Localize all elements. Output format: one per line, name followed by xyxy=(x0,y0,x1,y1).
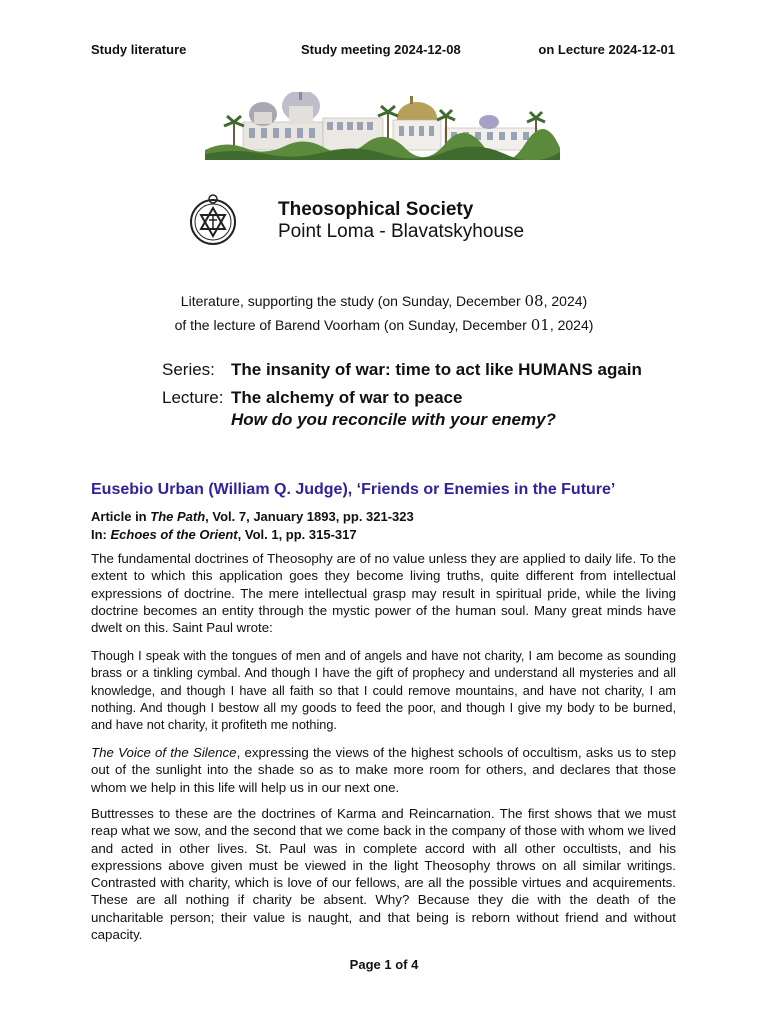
page-number: Page 1 of 4 xyxy=(349,957,419,972)
paragraph-1: The fundamental doctrines of Theosophy are of no value unless they are applied to daily life. To the extent to which this application goes they become living truths, quite different from intellectual expressions of doctrine. The mere intellectual grasp may result in spiritual pride, while the living doctrine becomes an entity through the mystic power of the human soul. Many great minds have dwelt on this. Saint Paul wrote: xyxy=(91,551,676,636)
organization-name: Theosophical Society xyxy=(278,199,474,220)
header-left: Study literature xyxy=(91,42,187,57)
intro-line-1: Literature, supporting the study (on Sunday, December 08, 2024) xyxy=(180,292,588,310)
series-title: The insanity of war: time to act like HUMANS again xyxy=(231,360,642,379)
intro-line-2: of the lecture of Barend Voorham (on Sunday, December 01, 2024) xyxy=(174,316,594,334)
theosophical-society-emblem-icon xyxy=(188,194,238,246)
lecture-row xyxy=(162,388,463,408)
article-source-line-2: In: Echoes of the Orient, Vol. 1, pp. 315-317 xyxy=(91,527,357,542)
blavatskyhouse-building-illustration xyxy=(205,92,560,160)
series-label: Series: xyxy=(162,360,215,379)
lecture-label: Lecture: xyxy=(162,388,224,407)
article-heading: Eusebio Urban (William Q. Judge), ‘Friends or Enemies in the Future’ xyxy=(91,481,616,498)
organization-subtitle: Point Loma - Blavatskyhouse xyxy=(278,221,525,242)
lecture-title: The alchemy of war to peace xyxy=(231,388,463,407)
series-row xyxy=(162,360,642,380)
paragraph-4: Buttresses to these are the doctrines of Karma and Reincarnation. The first shows that we must reap what we sow, and the second that we come back in the company of those with whom we lived and acted in other lives. St. Paul was in complete accord with all other occultists, and his expressions above given must be viewed in the light Theosophy throws on all similar writings. Contrasted with charity, which is love of our fellows, are all the possible virtues and acquirements. These are all nothing if charity be absent. Why? Because they die with the death of the uncharitable person; their value is naught, and that being is reborn without friend and without capacity. xyxy=(91,806,676,943)
article-source-line-1: Article in The Path, Vol. 7, January 1893, pp. 321-323 xyxy=(91,509,414,524)
quote-paragraph: Though I speak with the tongues of men and of angels and have not charity, I am become as sounding brass or a tinkling cymbal. And though I have the gift of prophecy and understand all mysteries and all knowledge, and though I have all faith so that I could remove mountains, and have not charity, I am nothing. And though I bestow all my goods to feed the poor, and though I give my body to be burned, and have not charity, it profiteth me nothing. xyxy=(91,649,676,733)
header-center: Study meeting 2024-12-08 xyxy=(301,42,461,57)
paragraph-3: The Voice of the Silence, expressing the views of the highest schools of occultism, asks us to step out of the sunlight into the shade so as to make more room for others, and declares that those whom we help in this life will help us in our next one. xyxy=(91,745,676,795)
lecture-subtitle: How do you reconcile with your enemy? xyxy=(231,410,556,429)
header-right: on Lecture 2024-12-01 xyxy=(538,42,675,57)
